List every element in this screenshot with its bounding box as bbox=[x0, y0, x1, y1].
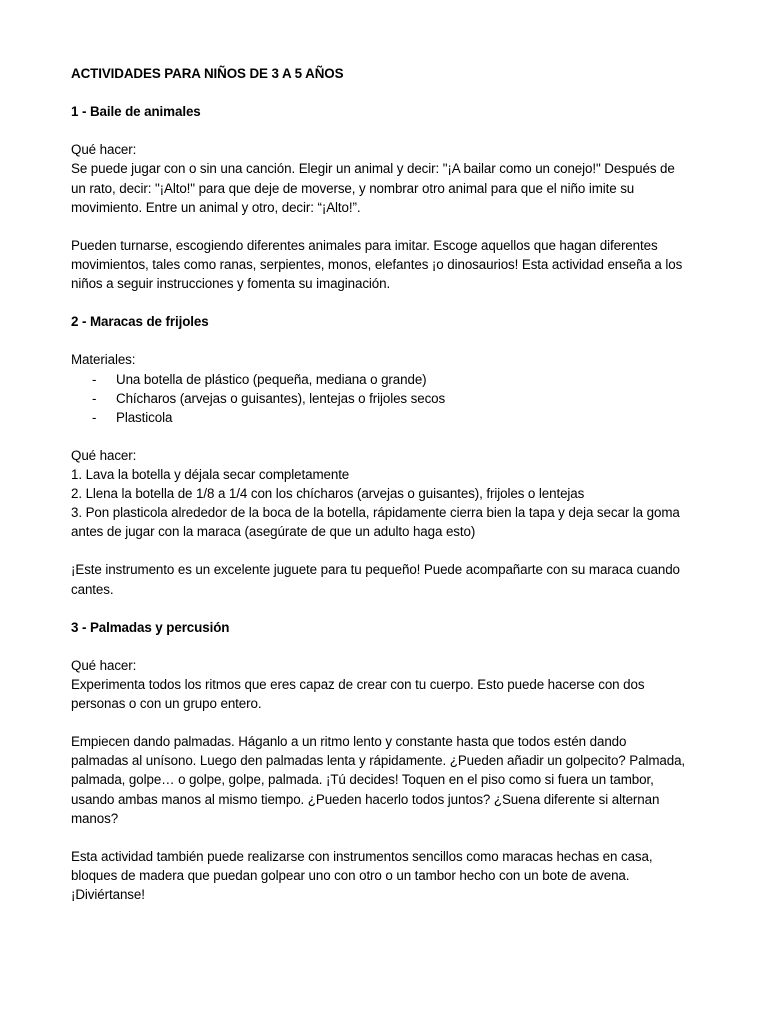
material-text: Una botella de plástico (pequeña, mediana o grande) bbox=[116, 371, 427, 387]
section-3-paragraph-1: Experimenta todos los ritmos que eres capaz de crear con tu cuerpo. Esto puede hacerse con dos personas o con un grupo entero. bbox=[71, 677, 645, 712]
material-text: Plasticola bbox=[116, 409, 173, 425]
materiales-label: Materiales: bbox=[71, 352, 136, 368]
spacer bbox=[71, 293, 721, 312]
list-item bbox=[71, 408, 721, 427]
document-title: ACTIVIDADES PARA NIÑOS DE 3 A 5 AÑOS bbox=[71, 66, 344, 81]
section-3-paragraph-2: Empiecen dando palmadas. Háganlo a un ritmo lento y constante hasta que todos estén dando palmadas al unísono. Luego den palmadas lenta y rápidamente. ¿Pueden añadir un golpecito? Palmada, palmada, golpe… o golpe, golpe, palmada. ¡Tú decides! Toquen en el piso como si fuera un tambor, usando ambas manos al mismo tiempo. ¿Pueden hacerlo todos juntos? ¿Suena diferente si alternan manos? bbox=[71, 734, 686, 826]
spacer bbox=[71, 427, 721, 446]
que-hacer-label: Qué hacer: bbox=[71, 447, 137, 463]
spacer bbox=[71, 637, 721, 656]
list-bullet: - bbox=[92, 409, 97, 425]
spacer bbox=[71, 83, 721, 102]
section-3-paragraph-3: Esta actividad también puede realizarse con instrumentos sencillos como maracas hechas en casa, bloques de madera que puedan golpear uno con otro o un tambor hecho con un bote de avena. ¡Diviértanse! bbox=[71, 848, 653, 903]
section-1-paragraph-1: Se puede jugar con o sin una canción. Elegir un animal y decir: "¡A bailar como un conejo!" Después de un rato, decir: "¡Alto!" para que deje de moverse, y nombrar otro animal para que el niño imite su movimiento. Entre un animal y otro, decir: “¡Alto!”. bbox=[71, 161, 675, 215]
que-hacer-label: Qué hacer: bbox=[71, 142, 137, 158]
spacer bbox=[71, 121, 721, 140]
section-1-paragraph-2: Pueden turnarse, escogiendo diferentes animales para imitar. Escoge aquellos que hagan diferentes movimientos, tales como ranas, serpientes, monos, elefantes ¡o dinosaurios! Esta actividad enseña a los niños a seguir instrucciones y fomenta su imaginación. bbox=[71, 237, 683, 292]
step-item: 3. Pon plasticola alrededor de la boca de la botella, rápidamente cierra bien la tapa y deja secar la goma antes de jugar con la maraca (asegúrate de que un adulto haga esto) bbox=[71, 505, 680, 540]
list-item bbox=[71, 370, 721, 389]
spacer bbox=[71, 713, 721, 732]
spacer bbox=[71, 828, 721, 847]
materials-list bbox=[71, 370, 721, 427]
spacer bbox=[71, 541, 721, 560]
step-item: 2. Llena la botella de 1/8 a 1/4 con los chícharos (arvejas o guisantes), frijoles o lentejas bbox=[71, 486, 585, 502]
spacer bbox=[71, 331, 721, 350]
material-text: Chícharos (arvejas o guisantes), lentejas o frijoles secos bbox=[116, 390, 446, 406]
list-bullet: - bbox=[92, 371, 97, 387]
section-heading-palmadas-y-percusion: 3 - Palmadas y percusión bbox=[71, 619, 230, 635]
document-page bbox=[71, 64, 721, 904]
section-2-paragraph-1: ¡Este instrumento es un excelente juguete para tu pequeño! Puede acompañarte con su maraca cuando cantes. bbox=[71, 562, 680, 597]
section-heading-maracas-de-frijoles: 2 - Maracas de frijoles bbox=[71, 314, 209, 330]
spacer bbox=[71, 599, 721, 618]
list-item bbox=[71, 389, 721, 408]
step-item: 1. Lava la botella y déjala secar completamente bbox=[71, 466, 350, 482]
que-hacer-label: Qué hacer: bbox=[71, 657, 137, 673]
list-bullet: - bbox=[92, 390, 97, 406]
spacer bbox=[71, 217, 721, 236]
section-heading-baile-de-animales: 1 - Baile de animales bbox=[71, 104, 201, 120]
